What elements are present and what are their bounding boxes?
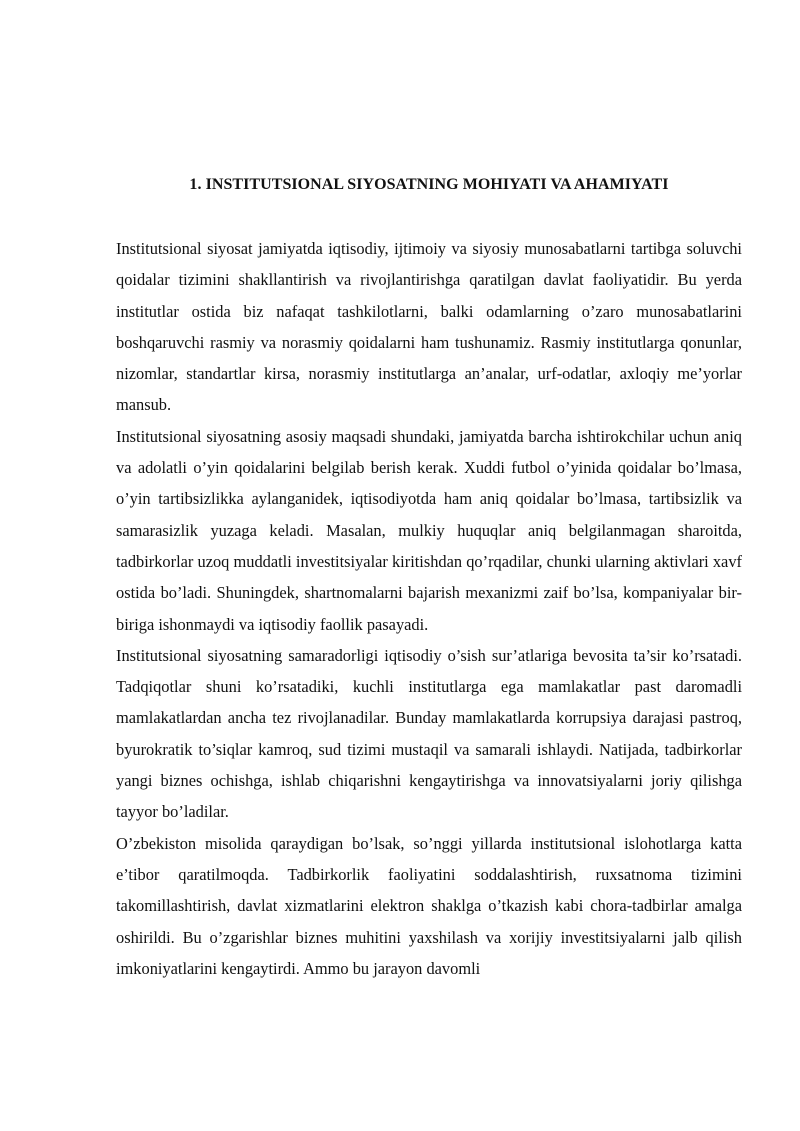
paragraph-1: Institutsional siyosat jamiyatda iqtisodiy, ijtimoiy va siyosiy munosabatlarni tartibga soluvchi qoidalar tizimini shakllantirish va rivojlantirishga qaratilgan davlat faoliyatidir. Bu yerda institutlar ostida biz nafaqat tashkilotlarni, balki odamlarning o’zaro munosabatlarini boshqaruvchi rasmiy va norasmiy qoidalarni ham tushunamiz. Rasmiy institutlarga qonunlar, nizomlar, standartlar kirsa, norasmiy institutlarga an’analar, urf-odatlar, axloqiy me’yorlar mansub.: [116, 239, 742, 415]
section-heading: 1. INSTITUTSIONAL SIYOSATNING MOHIYATI VA AHAMIYATI: [189, 176, 669, 193]
paragraph-2: Institutsional siyosatning asosiy maqsadi shundaki, jamiyatda barcha ishtirokchilar uchun aniq va adolatli o’yin qoidalarini belgilab berish kerak. Xuddi futbol o’yinida qoidalar bo’lmasa, o’yin tartibsizlikka aylanganidek, iqtisodiyotda ham aniq qoidalar bo’lmasa, tartibsizlik va samarasizlik yuzaga keladi. Masalan, mulkiy huquqlar aniq belgilanmagan sharoitda, tadbirkorlar uzoq muddatli investitsiyalar kiritishdan qo’rqadilar, chunki ularning aktivlari xavf ostida bo’ladi. Shuningdek, shartnomalarni bajarish mexanizmi zaif bo’lsa, kompaniyalar bir-biriga ishonmaydi va iqtisodiy faollik pasayadi.: [116, 426, 742, 634]
paragraph-3: Institutsional siyosatning samaradorligi iqtisodiy o’sish sur’atlariga bevosita ta’sir ko’rsatadi. Tadqiqotlar shuni ko’rsatadiki, kuchli institutlarga ega mamlakatlar past daromadli mamlakatlardan ancha tez rivojlanadilar. Bunday mamlakatlarda korrupsiya darajasi pastroq, byurokratik to’siqlar kamroq, sud tizimi mustaqil va samarali ishlaydi. Natijada, tadbirkorlar yangi biznes ochishga, ishlab chiqarishni kengaytirishga va innovatsiyalarni joriy qilishga tayyor bo’ladilar.: [116, 645, 742, 822]
section-body: [116, 233, 742, 984]
paragraph-4: O’zbekiston misolida qaraydigan bo’lsak, so’nggi yillarda institutsional islohotlarga katta e’tibor qaratilmoqda. Tadbirkorlik faoliyatini soddalashtirish, ruxsatnoma tizimini takomillashtirish, davlat xizmatlarini elektron shaklga o’tkazish kabi chora-tadbirlar amalga oshirildi. Bu o’zgarishlar biznes muhitini yaxshilash va xorijiy investitsiyalarni jalb qilish imkoniyatlarini kengaytirdi. Ammo bu jarayon davomli: [116, 833, 742, 978]
